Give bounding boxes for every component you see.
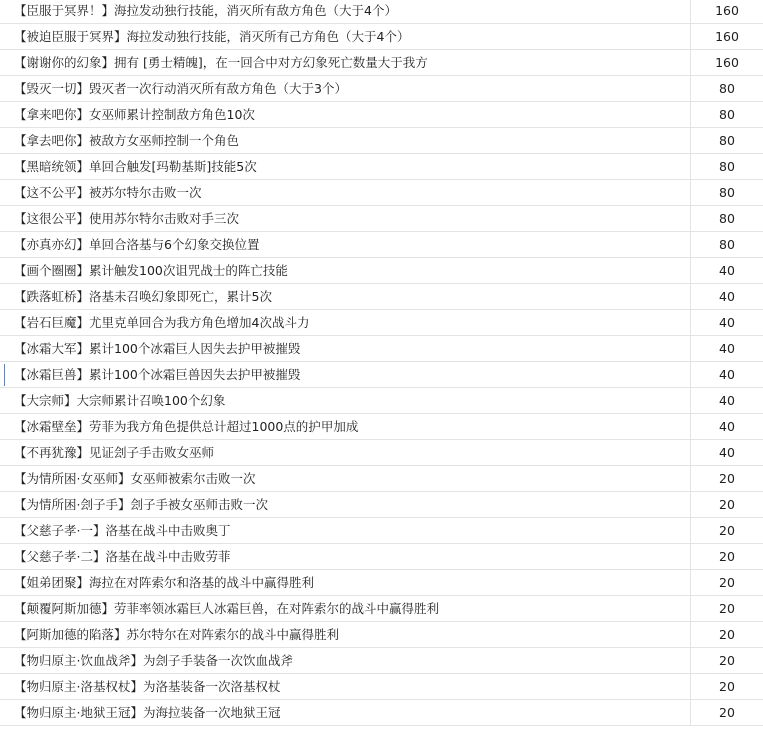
achievement-description-cell[interactable]: 【毁灭一切】毁灭者一次行动消灭所有敌方角色（大于3个） (14, 81, 347, 96)
table-row[interactable] (0, 336, 763, 362)
achievement-description-cell[interactable]: 【物归原主·地狱王冠】为海拉装备一次地狱王冠 (14, 705, 281, 720)
achievement-description-cell[interactable]: 【被迫臣服于冥界】海拉发动独行技能，消灭所有己方角色（大于4个） (14, 29, 410, 44)
achievement-description-cell[interactable]: 【大宗师】大宗师累计召唤100个幻象 (14, 393, 226, 408)
points-cell[interactable]: 80 (719, 211, 735, 226)
achievement-description-cell[interactable]: 【阿斯加德的陷落】苏尔特尔在对阵索尔的战斗中赢得胜利 (14, 627, 340, 642)
achievement-description-cell[interactable]: 【为情所困·刽子手】刽子手被女巫师击败一次 (14, 497, 268, 512)
achievement-description-cell[interactable]: 【拿去吧你】被敌方女巫师控制一个角色 (14, 133, 240, 148)
achievement-description-cell[interactable]: 【为情所困·女巫师】女巫师被索尔击败一次 (14, 471, 256, 486)
table-row[interactable] (0, 76, 763, 102)
table-row[interactable] (0, 570, 763, 596)
points-cell[interactable]: 20 (719, 471, 735, 486)
table-row[interactable] (0, 492, 763, 518)
table-row[interactable] (0, 284, 763, 310)
table-row[interactable] (0, 466, 763, 492)
points-cell[interactable]: 20 (719, 497, 735, 512)
achievement-description-cell[interactable]: 【臣服于冥界！】海拉发动独行技能，消灭所有敌方角色（大于4个） (14, 3, 397, 18)
points-cell[interactable]: 40 (719, 419, 735, 434)
achievement-description-cell[interactable]: 【颠覆阿斯加德】劳菲率领冰霜巨人冰霜巨兽，在对阵索尔的战斗中赢得胜利 (14, 601, 440, 616)
points-cell[interactable]: 40 (719, 393, 735, 408)
points-cell[interactable]: 20 (719, 575, 735, 590)
achievement-description-cell[interactable]: 【物归原主·饮血战斧】为刽子手装备一次饮血战斧 (14, 653, 293, 668)
points-cell[interactable]: 20 (719, 679, 735, 694)
table-row[interactable] (0, 24, 763, 50)
active-cell-cursor (4, 364, 5, 386)
achievement-description-cell[interactable]: 【不再犹豫】见证刽子手击败女巫师 (14, 445, 215, 460)
achievement-description-cell[interactable]: 【姐弟团聚】海拉在对阵索尔和洛基的战斗中赢得胜利 (14, 575, 315, 590)
table-row[interactable] (0, 0, 763, 24)
table-row[interactable] (0, 154, 763, 180)
points-cell[interactable]: 80 (719, 185, 735, 200)
points-cell[interactable]: 80 (719, 81, 735, 96)
points-cell[interactable]: 160 (715, 29, 739, 44)
table-row[interactable] (0, 414, 763, 440)
table-row[interactable] (0, 544, 763, 570)
table-row[interactable] (0, 622, 763, 648)
achievement-description-cell[interactable]: 【谢谢你的幻象】拥有 [勇士精魄]，在一回合中对方幻象死亡数量大于我方 (14, 55, 428, 70)
points-cell[interactable]: 20 (719, 601, 735, 616)
achievement-description-cell[interactable]: 【物归原主·洛基权杖】为洛基装备一次洛基权杖 (14, 679, 281, 694)
points-cell[interactable]: 160 (715, 55, 739, 70)
points-cell[interactable]: 20 (719, 523, 735, 538)
table-row[interactable] (0, 128, 763, 154)
points-cell[interactable]: 80 (719, 159, 735, 174)
table-row[interactable] (0, 440, 763, 466)
table-row[interactable] (0, 518, 763, 544)
points-cell[interactable]: 20 (719, 653, 735, 668)
points-cell[interactable]: 40 (719, 341, 735, 356)
table-row[interactable] (0, 648, 763, 674)
achievement-description-cell[interactable]: 【这很公平】使用苏尔特尔击败对手三次 (14, 211, 240, 226)
table-row[interactable] (0, 206, 763, 232)
table-row[interactable] (0, 310, 763, 336)
points-cell[interactable]: 20 (719, 627, 735, 642)
points-cell[interactable]: 40 (719, 263, 735, 278)
achievement-description-cell[interactable]: 【亦真亦幻】单回合洛基与6个幻象交换位置 (14, 237, 260, 252)
achievement-description-cell[interactable]: 【冰霜巨兽】累计100个冰霜巨兽因失去护甲被摧毁 (14, 367, 301, 382)
points-cell[interactable]: 80 (719, 107, 735, 122)
points-cell[interactable]: 20 (719, 549, 735, 564)
points-cell[interactable]: 40 (719, 315, 735, 330)
table-row[interactable] (0, 596, 763, 622)
table-row[interactable] (0, 388, 763, 414)
achievement-description-cell[interactable]: 【冰霜壁垒】劳菲为我方角色提供总计超过1000点的护甲加成 (14, 419, 359, 434)
achievement-description-cell[interactable]: 【这不公平】被苏尔特尔击败一次 (14, 185, 202, 200)
points-cell[interactable]: 80 (719, 237, 735, 252)
achievement-description-cell[interactable]: 【父慈子孝·二】洛基在战斗中击败劳菲 (14, 549, 231, 564)
table-row[interactable] (0, 258, 763, 284)
table-row[interactable] (0, 102, 763, 128)
points-cell[interactable]: 40 (719, 367, 735, 382)
points-cell[interactable]: 40 (719, 445, 735, 460)
table-row[interactable] (0, 362, 763, 388)
points-cell[interactable]: 40 (719, 289, 735, 304)
table-row[interactable] (0, 674, 763, 700)
achievement-description-cell[interactable]: 【岩石巨魔】尤里克单回合为我方角色增加4次战斗力 (14, 315, 310, 330)
achievement-description-cell[interactable]: 【父慈子孝·一】洛基在战斗中击败奥丁 (14, 523, 231, 538)
points-cell[interactable]: 160 (715, 3, 739, 18)
points-cell[interactable]: 80 (719, 133, 735, 148)
points-cell[interactable]: 20 (719, 705, 735, 720)
table-row[interactable] (0, 180, 763, 206)
table-row[interactable] (0, 232, 763, 258)
achievement-description-cell[interactable]: 【拿来吧你】女巫师累计控制敌方角色10次 (14, 107, 255, 122)
table-row[interactable] (0, 50, 763, 76)
achievement-description-cell[interactable]: 【跌落虹桥】洛基未召唤幻象即死亡，累计5次 (14, 289, 272, 304)
achievement-description-cell[interactable]: 【画个圈圈】累计触发100次诅咒战士的阵亡技能 (14, 263, 288, 278)
table-row[interactable] (0, 700, 763, 726)
achievement-description-cell[interactable]: 【黑暗统领】单回合触发[玛勒基斯]技能5次 (14, 159, 257, 174)
achievement-description-cell[interactable]: 【冰霜大军】累计100个冰霜巨人因失去护甲被摧毁 (14, 341, 301, 356)
